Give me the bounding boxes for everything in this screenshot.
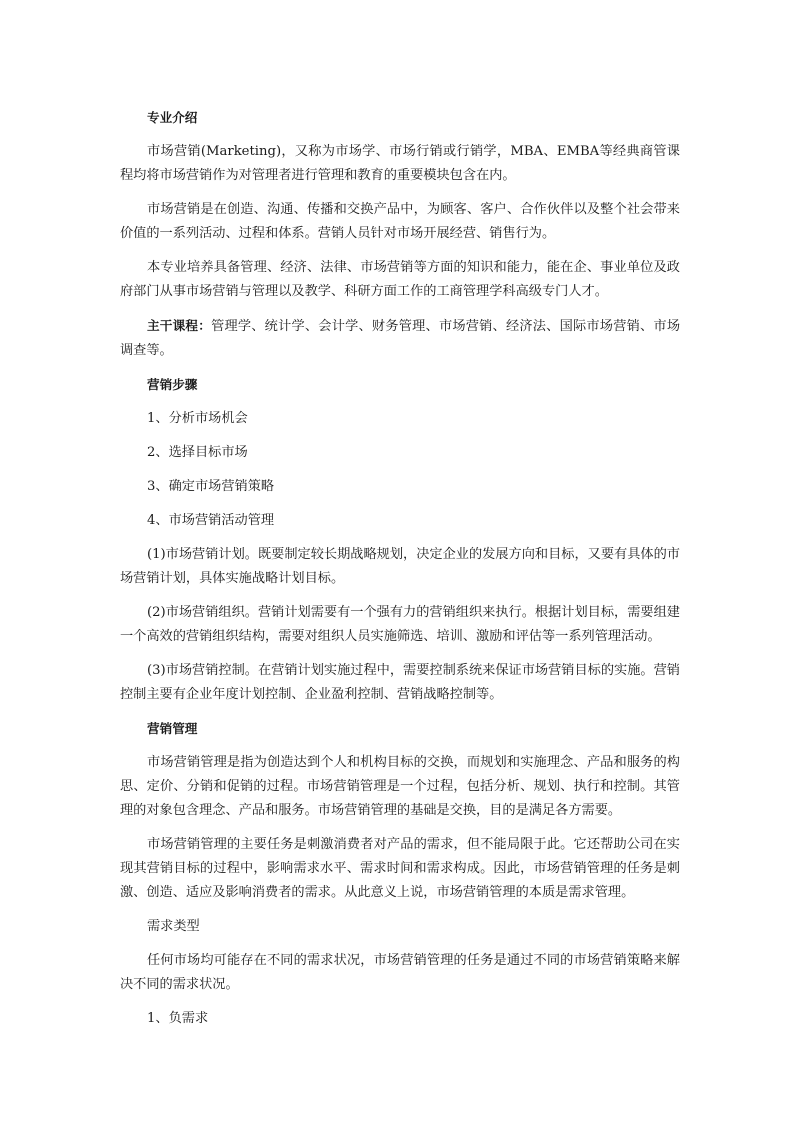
paragraph-management-task: 市场营销管理的主要任务是刺激消费者对产品的需求，但不能局限于此。它还帮助公司在实现其营销目标的过程中，影响需求水平、需求时间和需求构成。因此，市场营销管理的任务是刺激、创造、适应及影响消费者的需求。从此意义上说，市场营销管理的本质是需求管理。 xyxy=(120,837,680,900)
paragraph-marketing-process: 市场营销是在创造、沟通、传播和交换产品中，为顾客、客户、合作伙伴以及整个社会带来价值的一系列活动、过程和体系。营销人员针对市场开展经营、销售行为。 xyxy=(120,202,680,241)
list-item-negative-demand: 1、负需求 xyxy=(147,1011,209,1026)
paragraph-core-courses xyxy=(120,314,680,363)
section-heading-marketing-steps: 营销步骤 xyxy=(147,377,198,392)
section-heading-major-intro: 专业介绍 xyxy=(147,110,198,125)
paragraph-management-definition: 市场营销管理是指为创造达到个人和机构目标的交换，而规划和实施理念、产品和服务的构思、定价、分销和促销的过程。市场营销管理是一个过程，包括分析、规划、执行和控制。其管理的对象包含理念、产品和服务。市场营销管理的基础是交换，目的是满足各方需要。 xyxy=(120,755,680,818)
paragraph-marketing-plan: (1)市场营销计划。既要制定较长期战略规划，决定企业的发展方向和目标，又要有具体的市场营销计划，具体实施战略计划目标。 xyxy=(120,547,680,586)
core-courses-text: 管理学、统计学、会计学、财务管理、市场营销、经济法、国际市场营销、市场调查等。 xyxy=(120,319,681,358)
paragraph-marketing-organization: (2)市场营销组织。营销计划需要有一个强有力的营销组织来执行。根据计划目标，需要组建一个高效的营销组织结构，需要对组织人员实施筛选、培训、激励和评估等一系列管理活动。 xyxy=(120,605,680,644)
paragraph-demand-states: 任何市场均可能存在不同的需求状况，市场营销管理的任务是通过不同的市场营销策略来解决不同的需求状况。 xyxy=(120,953,680,992)
list-item-step-4: 4、市场营销活动管理 xyxy=(147,513,275,528)
paragraph-marketing-control: (3)市场营销控制。在营销计划实施过程中，需要控制系统来保证市场营销目标的实施。营销控制主要有企业年度计划控制、企业盈利控制、营销战略控制等。 xyxy=(120,663,680,702)
list-item-step-1: 1、分析市场机会 xyxy=(147,411,248,426)
core-courses-label: 主干课程： xyxy=(147,318,212,333)
list-item-step-3: 3、确定市场营销策略 xyxy=(147,479,275,494)
list-item-step-2: 2、选择目标市场 xyxy=(147,445,248,460)
paragraph-training-goal: 本专业培养具备管理、经济、法律、市场营销等方面的知识和能力，能在企、事业单位及政府部门从事市场营销与管理以及教学、科研方面工作的工商管理学科高级专门人才。 xyxy=(120,260,680,299)
paragraph-marketing-definition: 市场营销(Marketing)，又称为市场学、市场行销或行销学，MBA、EMBA等经典商管课程均将市场营销作为对管理者进行管理和教育的重要模块包含在内。 xyxy=(120,144,680,183)
section-heading-marketing-management: 营销管理 xyxy=(147,721,198,736)
subheading-demand-types: 需求类型 xyxy=(147,919,200,934)
